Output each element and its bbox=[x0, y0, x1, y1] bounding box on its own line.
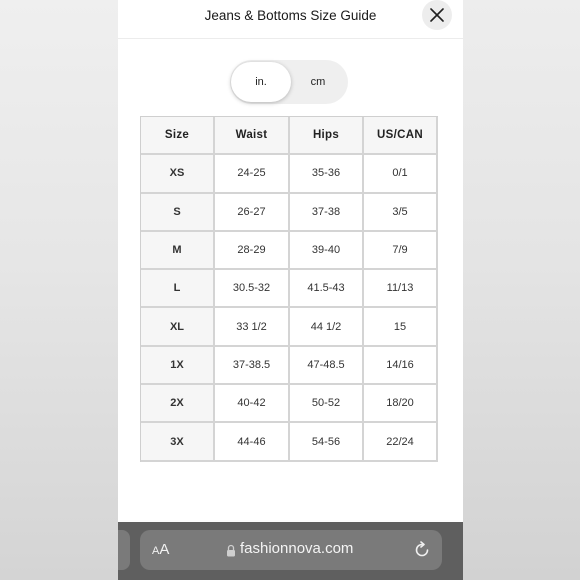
table-row bbox=[141, 232, 438, 270]
hips-value: 35-36 bbox=[290, 155, 364, 193]
size-label: 2X bbox=[141, 385, 215, 423]
close-button[interactable] bbox=[422, 0, 452, 30]
modal-title: Jeans & Bottoms Size Guide bbox=[204, 8, 377, 23]
us-can-value: 11/13 bbox=[364, 270, 438, 308]
size-table bbox=[140, 116, 438, 462]
waist-value: 44-46 bbox=[215, 423, 290, 461]
unit-option-cm[interactable]: cm bbox=[310, 76, 326, 88]
us-can-value: 15 bbox=[364, 308, 438, 346]
previous-tab-edge[interactable] bbox=[118, 530, 130, 570]
column-header-waist: Waist bbox=[215, 117, 290, 155]
size-guide-modal bbox=[118, 0, 463, 580]
hips-value: 50-52 bbox=[290, 385, 364, 423]
hips-value: 37-38 bbox=[290, 194, 364, 232]
text-size-large-label: A bbox=[159, 541, 170, 558]
reload-icon[interactable] bbox=[413, 541, 431, 559]
hips-value: 47-48.5 bbox=[290, 347, 364, 385]
hips-value: 41.5-43 bbox=[290, 270, 364, 308]
table-row bbox=[141, 194, 438, 232]
waist-value: 33 1/2 bbox=[215, 308, 290, 346]
table-row bbox=[141, 385, 438, 423]
background-right bbox=[463, 0, 580, 580]
waist-value: 28-29 bbox=[215, 232, 290, 270]
column-header-hips: Hips bbox=[290, 117, 364, 155]
background-left bbox=[0, 0, 118, 580]
text-size-small-label: A bbox=[152, 545, 160, 557]
table-row bbox=[141, 155, 438, 193]
size-label: S bbox=[141, 194, 215, 232]
table-row bbox=[141, 270, 438, 308]
table-row bbox=[141, 423, 438, 461]
table-row bbox=[141, 347, 438, 385]
hips-value: 54-56 bbox=[290, 423, 364, 461]
close-icon bbox=[430, 8, 444, 22]
size-label: XS bbox=[141, 155, 215, 193]
table-header-row bbox=[141, 117, 438, 155]
us-can-value: 0/1 bbox=[364, 155, 438, 193]
table-row bbox=[141, 308, 438, 346]
waist-value: 26-27 bbox=[215, 194, 290, 232]
waist-value: 37-38.5 bbox=[215, 347, 290, 385]
size-label: L bbox=[141, 270, 215, 308]
us-can-value: 14/16 bbox=[364, 347, 438, 385]
hips-value: 44 1/2 bbox=[290, 308, 364, 346]
unit-toggle bbox=[230, 60, 348, 104]
lock-icon bbox=[226, 544, 236, 557]
modal-header bbox=[118, 0, 463, 39]
address-bar[interactable] bbox=[140, 530, 442, 570]
column-header-size: Size bbox=[141, 117, 215, 155]
us-can-value: 22/24 bbox=[364, 423, 438, 461]
us-can-value: 18/20 bbox=[364, 385, 438, 423]
text-size-button[interactable] bbox=[152, 541, 169, 558]
size-label: 1X bbox=[141, 347, 215, 385]
hips-value: 39-40 bbox=[290, 232, 364, 270]
us-can-value: 3/5 bbox=[364, 194, 438, 232]
url-text: fashionnova.com bbox=[240, 540, 354, 557]
waist-value: 30.5-32 bbox=[215, 270, 290, 308]
column-header-us-can: US/CAN bbox=[364, 117, 438, 155]
waist-value: 24-25 bbox=[215, 155, 290, 193]
size-label: M bbox=[141, 232, 215, 270]
browser-toolbar bbox=[118, 522, 463, 580]
waist-value: 40-42 bbox=[215, 385, 290, 423]
unit-option-inches[interactable]: in. bbox=[231, 62, 291, 102]
size-label: XL bbox=[141, 308, 215, 346]
us-can-value: 7/9 bbox=[364, 232, 438, 270]
size-label: 3X bbox=[141, 423, 215, 461]
